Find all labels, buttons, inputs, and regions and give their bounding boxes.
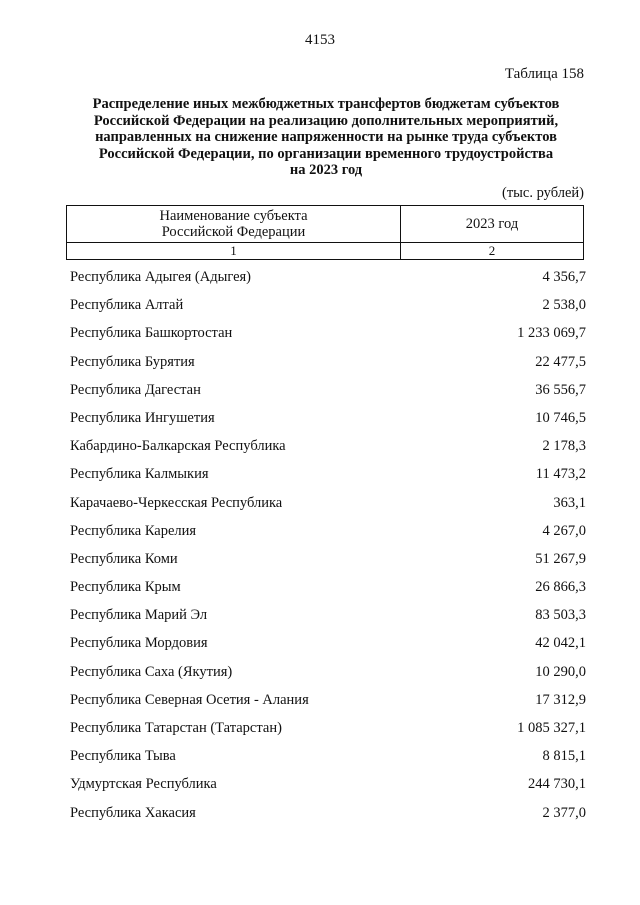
table-row [70, 658, 586, 686]
column-header-subject-line1: Наименование субъекта [159, 208, 308, 224]
table-row [70, 432, 586, 460]
subject-name: Республика Марий Эл [70, 607, 208, 624]
subject-name: Республика Татарстан (Татарстан) [70, 720, 282, 736]
subject-name: Республика Ингушетия [70, 409, 215, 426]
table-header [66, 205, 584, 260]
column-number-1: 1 [67, 243, 401, 260]
amount-value: 2 178,3 [542, 438, 586, 455]
subject-name: Республика Тыва [70, 748, 176, 765]
subject-name: Республика Саха (Якутия) [70, 663, 233, 680]
page-number: 4153 [305, 32, 335, 48]
amount-value: 4 356,7 [542, 269, 586, 285]
table-row [70, 460, 586, 488]
table-row [70, 601, 586, 629]
table-row [70, 742, 586, 770]
subject-name: Республика Коми [70, 550, 178, 567]
amount-value: 2 377,0 [542, 804, 586, 821]
amount-value: 51 267,9 [535, 550, 586, 567]
amount-value: 363,1 [553, 494, 586, 511]
amount-value: 1 085 327,1 [517, 720, 586, 736]
amount-value: 11 473,2 [535, 466, 586, 483]
table-body [70, 263, 586, 827]
title-line: на 2023 год [289, 162, 363, 178]
subject-name: Республика Северная Осетия - Алания [70, 691, 309, 708]
subject-name: Республика Мордовия [70, 635, 208, 652]
amount-value: 1 233 069,7 [517, 325, 586, 342]
subject-name: Республика Бурятия [70, 353, 195, 370]
table-label: Таблица 158 [504, 66, 584, 82]
table-row [70, 799, 586, 827]
title-line: Российской Федерации, по организации временного трудоустройства [98, 145, 554, 162]
amount-value: 2 538,0 [542, 297, 586, 314]
subject-name: Республика Хакасия [70, 804, 196, 821]
table-row [70, 291, 586, 319]
subject-name: Кабардино-Балкарская Республика [70, 438, 286, 455]
subject-name: Карачаево-Черкесская Республика [70, 494, 283, 511]
subject-name: Республика Калмыкия [70, 466, 209, 483]
title-line: Российской Федерации на реализацию дополнительных мероприятий, [93, 112, 559, 129]
column-number-2: 2 [401, 243, 584, 260]
amount-value: 22 477,5 [535, 353, 586, 370]
table-row [70, 573, 586, 601]
subject-name: Республика Дагестан [70, 381, 201, 398]
subject-name: Республика Башкортостан [70, 325, 233, 342]
units-label: (тыс. рублей) [502, 185, 584, 201]
table-row [70, 376, 586, 404]
subject-name: Удмуртская Республика [70, 776, 217, 793]
title-line: направленных на снижение напряженности на рынке труда субъектов [95, 129, 557, 145]
table-row [70, 686, 586, 714]
table-row [70, 714, 586, 742]
table-row [70, 517, 586, 545]
table-row [70, 770, 586, 798]
amount-value: 4 267,0 [542, 522, 586, 539]
table-row [70, 404, 586, 432]
table-row [70, 629, 586, 657]
amount-value: 17 312,9 [535, 691, 586, 708]
table-row [70, 545, 586, 573]
table-row [70, 263, 586, 291]
amount-value: 10 746,5 [535, 409, 586, 426]
table-row [70, 319, 586, 347]
table-row [70, 489, 586, 517]
amount-value: 36 556,7 [535, 381, 586, 398]
subject-name: Республика Адыгея (Адыгея) [70, 269, 252, 285]
column-header-subject-line2: Российской Федерации [161, 224, 306, 240]
column-header-year: 2023 год [401, 206, 584, 243]
subject-name: Республика Алтай [70, 297, 184, 314]
column-header-subject [67, 206, 401, 243]
subject-name: Республика Карелия [70, 522, 197, 539]
amount-value: 8 815,1 [542, 748, 586, 765]
amount-value: 83 503,3 [535, 607, 586, 624]
document-title [70, 96, 582, 179]
amount-value: 42 042,1 [535, 635, 586, 652]
amount-value: 26 866,3 [535, 579, 586, 596]
amount-value: 244 730,1 [528, 776, 586, 793]
subject-name: Республика Крым [70, 579, 181, 596]
amount-value: 10 290,0 [535, 663, 586, 680]
title-line: Распределение иных межбюджетных трансфертов бюджетам субъектов [92, 96, 560, 112]
table-row [70, 348, 586, 376]
